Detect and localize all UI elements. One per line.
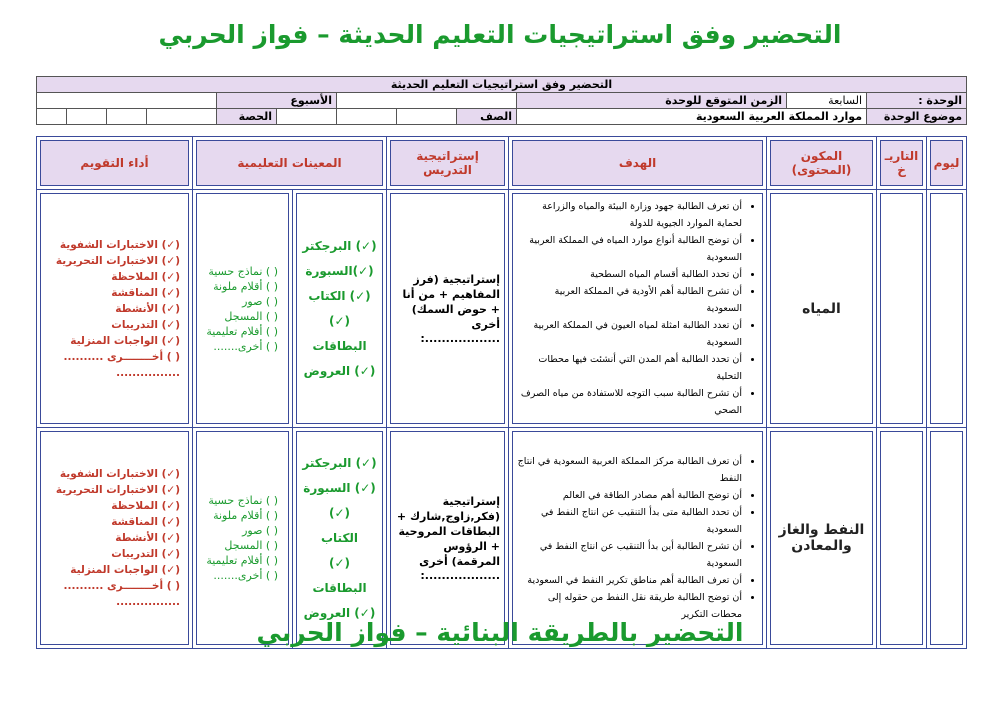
list-item[interactable]: (✓) التدريبات xyxy=(111,548,180,560)
week-label: الأسبوع xyxy=(217,93,337,109)
evaluation-list xyxy=(45,237,184,381)
day-cell[interactable] xyxy=(930,431,963,645)
aids-options-list xyxy=(201,493,284,583)
list-item: • أن تحدد الطالبة أهم المدن التي أنشئت فيها محطات التحلية xyxy=(517,351,742,385)
page-footer-title: التحضير بالطريقة البنائية – فواز الحربي xyxy=(256,618,744,647)
list-item[interactable]: ( ) صور xyxy=(242,294,279,308)
list-item[interactable]: ( ) أفلام تعليمية xyxy=(206,324,279,338)
strategy-blank: ..................: xyxy=(420,332,501,345)
list-item[interactable]: (✓) الاختبارات الشفوية xyxy=(59,238,180,251)
list-item: • أن توضح الطالبة أنواع موارد المياه في المملكة العربية السعودية xyxy=(517,232,742,266)
list-item[interactable]: (✓) الملاحظة xyxy=(111,500,180,512)
blank-cell[interactable] xyxy=(337,109,397,125)
list-item: • أن تحدد الطالبة متى بدأ التنقيب عن انتاج النفط في السعودية xyxy=(517,504,742,538)
goals-list xyxy=(517,198,758,419)
subject-value: موارد المملكة العربية السعودية xyxy=(517,109,867,125)
strategy-text: إستراتيجية (فرز المفاهيم + من أنا + حوض السمك) أخرى xyxy=(402,273,501,331)
list-item[interactable]: ( ) صور xyxy=(242,524,279,537)
list-item[interactable]: ( ) أخرى....... xyxy=(213,339,279,353)
list-item[interactable]: ( ) أقلام ملونة xyxy=(213,279,279,293)
list-item[interactable]: (✓) العروض xyxy=(303,363,376,378)
list-item: • أن توضح الطالبة أهم مصادر الطاقة في العالم xyxy=(517,487,742,504)
list-item[interactable]: (✓) المناقشة xyxy=(111,516,180,528)
column-header-content: المكون (المحتوى) xyxy=(770,140,873,186)
list-item[interactable]: ( ) أخرى....... xyxy=(213,569,279,582)
evaluation-list xyxy=(45,466,184,610)
list-item[interactable]: ( ) أفلام تعليمية xyxy=(206,554,279,567)
list-item[interactable]: (✓) الواجبات المنزلية xyxy=(70,564,180,576)
list-item[interactable]: الكتاب xyxy=(320,530,359,545)
blank-cell[interactable] xyxy=(37,109,67,125)
class-value[interactable] xyxy=(397,109,457,125)
list-item: • أن تشرح الطالبة أهم الأودية في المملكة العربية السعودية xyxy=(517,283,742,317)
week-value[interactable] xyxy=(37,93,217,109)
list-item[interactable]: (✓) الاختبارات التحريرية xyxy=(55,484,180,496)
list-item[interactable]: (✓) البرجكتر xyxy=(302,455,377,470)
table-row xyxy=(37,428,967,649)
column-header-aids: المعينات التعليمية xyxy=(196,140,383,186)
list-item[interactable]: ( ) نماذج حسية xyxy=(208,494,279,507)
list-item[interactable]: (✓) الأنشطة xyxy=(115,532,180,544)
list-item: • أن تعرف الطالبة أهم مناطق تكرير النفط في السعودية xyxy=(517,572,742,589)
blank-cell[interactable] xyxy=(67,109,107,125)
list-item: ................ xyxy=(116,596,180,608)
lesson-plan-table xyxy=(36,136,967,649)
list-item[interactable]: ( ) المسجل xyxy=(224,309,279,323)
period-label: الحصة xyxy=(217,109,277,125)
list-item: • أن تعرف الطالبة جهود وزارة البيئة والمياه والزراعة لحماية الموارد الجيوية للدولة xyxy=(517,198,742,232)
list-item[interactable]: ( ) المسجل xyxy=(224,539,279,552)
list-item: ................ xyxy=(116,366,180,379)
list-item[interactable]: (✓) التدريبات xyxy=(111,318,180,331)
unit-header-table xyxy=(36,76,967,125)
list-item[interactable]: (✓) البطاقات xyxy=(312,555,367,595)
list-item[interactable]: (✓) الواجبات المنزلية xyxy=(70,334,180,347)
list-item: • أن تشرح الطالبة سبب التوجه للاستفادة من مياه الصرف الصحي xyxy=(517,385,742,419)
blank-cell[interactable] xyxy=(147,109,217,125)
day-cell[interactable] xyxy=(930,193,963,424)
list-item: • أن تعدد الطالبة امثلة لمياه العيون في المملكة العربية السعودية xyxy=(517,317,742,351)
goals-list xyxy=(517,453,758,623)
column-header-evaluation: أداء التقويم xyxy=(40,140,189,186)
date-cell[interactable] xyxy=(880,193,923,424)
time-label: الزمن المتوقع للوحدة xyxy=(517,93,787,109)
list-item[interactable]: (✓) المناقشة xyxy=(111,286,180,299)
subject-label: موضوع الوحدة xyxy=(867,109,967,125)
list-item[interactable]: (✓) العروض xyxy=(303,605,376,620)
list-item[interactable]: (✓) الكتاب xyxy=(308,288,371,303)
time-value[interactable] xyxy=(337,93,517,109)
list-item[interactable]: (✓) البطاقات xyxy=(312,313,367,353)
aids-checked-list xyxy=(301,234,378,384)
list-item: • أن تحدد الطالبة أقسام المياه السطحية xyxy=(517,266,742,283)
list-item[interactable]: ( ) أخــــــــرى .......... xyxy=(63,350,180,363)
unit-label: الوحدة : xyxy=(867,93,967,109)
page-title: التحضير وفق استراتيجيات التعليم الحديثة – فواز الحربي xyxy=(158,20,842,49)
list-item: • أن توضح الطالبة طريقة نقل النفط من حقوله إلى محطات التكرير xyxy=(517,589,742,623)
list-item[interactable]: ( ) أخــــــــرى .......... xyxy=(63,580,180,592)
list-item[interactable]: (✓) الملاحظة xyxy=(111,270,180,283)
list-item: • أن تشرح الطالبة أين بدأ التنقيب عن انتاج النفط في السعودية xyxy=(517,538,742,572)
list-item[interactable]: ( ) نماذج حسية xyxy=(208,264,279,278)
column-header-day: ليوم xyxy=(930,140,963,186)
aids-checked-list xyxy=(301,451,378,626)
list-item[interactable]: (✓) الأنشطة xyxy=(115,302,180,315)
column-header-goal: الهدف xyxy=(512,140,763,186)
table-row xyxy=(37,190,967,428)
aids-options-list xyxy=(201,264,284,354)
class-label: الصف xyxy=(457,109,517,125)
date-cell[interactable] xyxy=(880,431,923,645)
blank-cell[interactable] xyxy=(277,109,337,125)
list-item: • أن تعرف الطالبة مركز المملكة العربية السعودية في انتاج النفط xyxy=(517,453,742,487)
list-item[interactable]: (✓)السبورة xyxy=(305,263,374,278)
header-banner: التحضير وفق استراتيجيات التعليم الحديثة xyxy=(37,77,967,93)
blank-cell[interactable] xyxy=(107,109,147,125)
list-item[interactable]: ( ) أقلام ملونة xyxy=(213,509,279,522)
unit-value: السابعة xyxy=(787,93,867,109)
list-item[interactable]: (✓) البرجكتر xyxy=(302,238,377,253)
list-item[interactable]: (✓) الاختبارات التحريرية xyxy=(55,254,180,267)
topic-label: النفط والغاز والمعادن xyxy=(778,522,865,554)
list-item[interactable]: (✓) السبورة (✓) xyxy=(303,480,376,520)
column-header-strategy: إستراتيجية التدريس xyxy=(390,140,505,186)
list-item[interactable]: (✓) الاختبارات الشفوية xyxy=(59,468,180,480)
column-header-date: التاريـ خ xyxy=(880,140,923,186)
strategy-text: إستراتيجية (فكر,زاوج,شارك + البطاقات المروحية + الرؤوس المرقمة) أخرى xyxy=(396,495,501,568)
strategy-blank: ..................: xyxy=(420,569,501,582)
topic-label: المياه xyxy=(802,300,841,317)
